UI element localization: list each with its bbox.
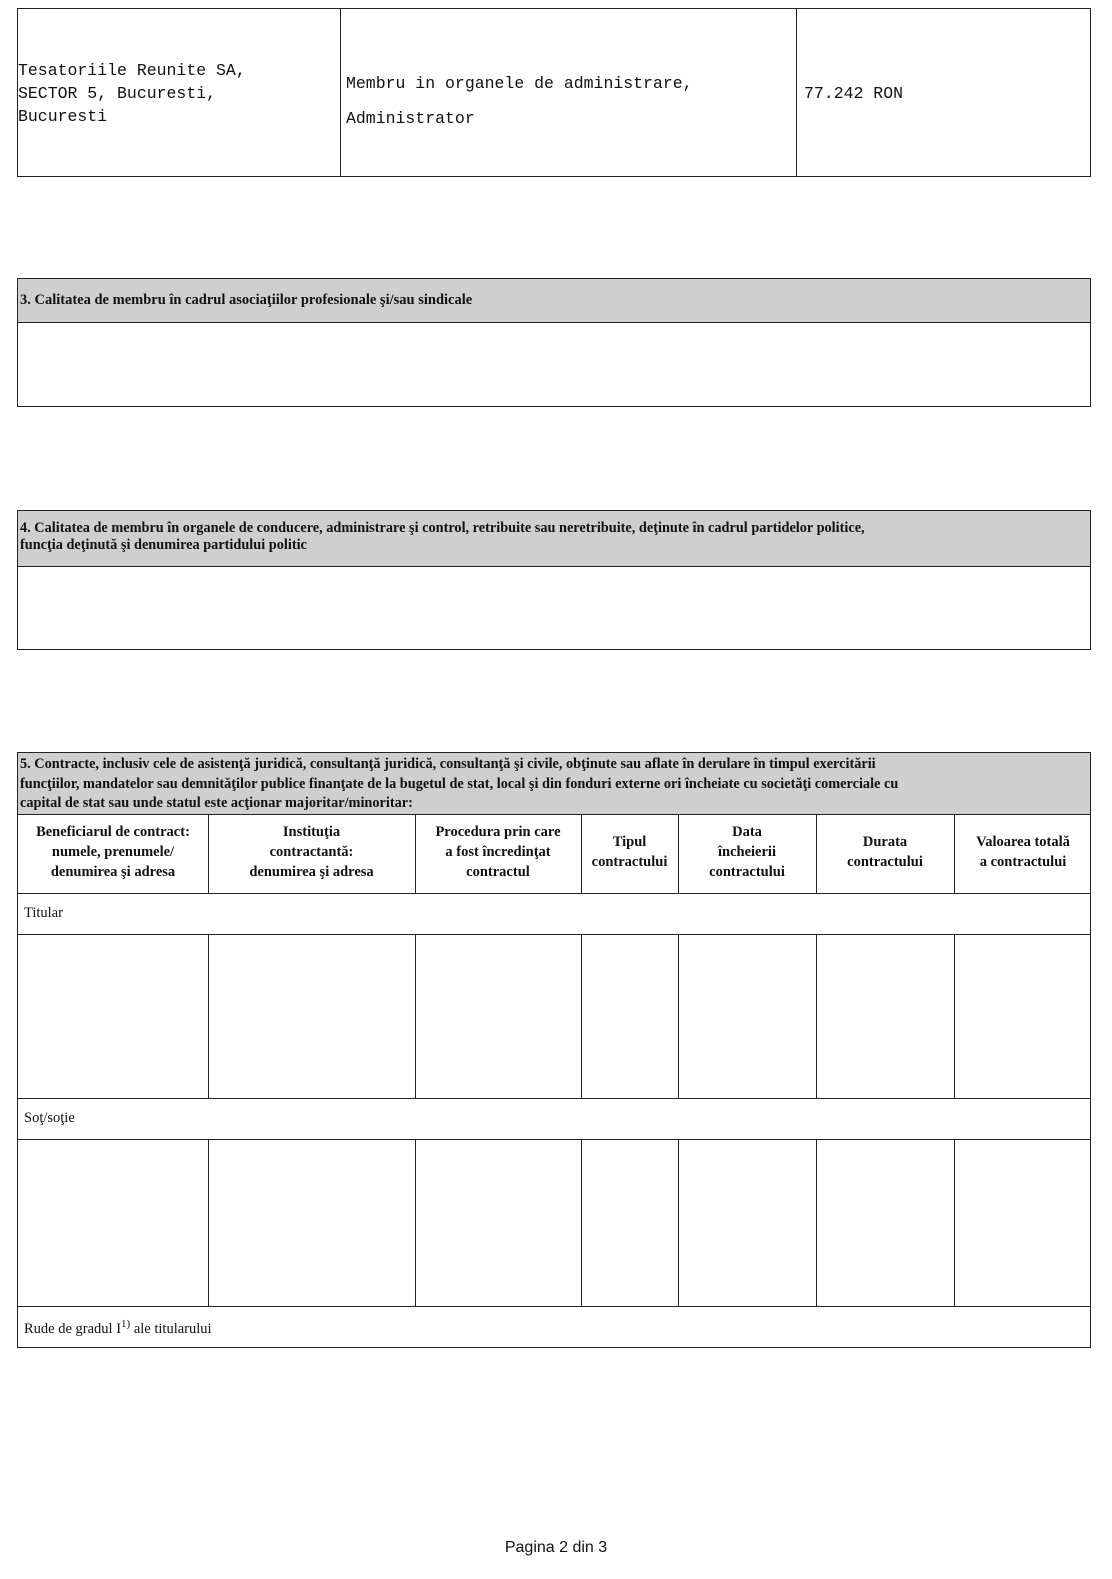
section-4 <box>17 510 1091 650</box>
section-4-title-line: funcţia deţinută şi denumirea partidului politic <box>20 537 307 553</box>
role-line: Administrator <box>346 109 475 128</box>
row-titular-label: Titular <box>24 905 63 921</box>
col-institutia: Instituţia contractantă: denumirea şi adresa <box>249 823 374 880</box>
section-3-title: 3. Calitatea de membru în cadrul asociaţiilor profesionale şi/sau sindicale <box>20 292 473 308</box>
row-sot-label: Soţ/soţie <box>24 1110 75 1126</box>
col-valoarea: Valoarea totală a contractului <box>976 833 1070 870</box>
section-4-header <box>18 511 1090 567</box>
col-beneficiar: Beneficiarul de contract: numele, prenumele/ denumirea şi adresa <box>36 823 190 880</box>
company-line: Tesatoriile Reunite SA, <box>18 61 246 80</box>
row-sot-cells <box>18 1140 1090 1307</box>
section-4-title-line: 4. Calitatea de membru în organele de conducere, administrare şi control, retribuite sau neretribuite, deţinute în cadrul partidelor politice, <box>20 520 865 536</box>
section-5 <box>17 752 1091 1348</box>
row-sot <box>18 1099 1090 1140</box>
company-line: Bucuresti <box>18 107 108 126</box>
col-data: Data încheierii contractului <box>709 823 785 880</box>
section-5-title-line: 5. Contracte, inclusiv cele de asistenţă juridică, consultanţă juridică, consultanţă şi civile, obţinute sau aflate în derulare în timpul exercitării <box>20 756 876 772</box>
col-durata: Durata contractului <box>847 833 923 870</box>
footnote-marker: 1) <box>121 1318 131 1330</box>
section-5-title-line: funcţiilor, mandatelor sau demnităţilor publice finanţate de la bugetul de stat, local şi din fonduri externe ori încheiate cu societăţi comerciale cu <box>20 775 899 792</box>
column-headers <box>18 815 1090 894</box>
role-line: Membru in organele de administrare, <box>346 74 693 93</box>
row-rude <box>18 1307 1090 1347</box>
row-titular-cells <box>18 935 1090 1099</box>
section-5-header <box>18 753 1090 815</box>
section-5-title-line: capital de stat sau unde statul este acţionar majoritar/minoritar: <box>20 795 413 811</box>
page-number: Pagina 2 din 3 <box>504 1539 608 1556</box>
section-3 <box>17 278 1091 407</box>
role-cell <box>346 66 786 136</box>
row-rude-label: Rude de gradul $I^{1)}$ ale titularului <box>24 1318 212 1337</box>
amount-cell: 77.242 RON <box>804 84 904 103</box>
col-tipul: Tipul contractului <box>591 833 668 870</box>
section-4-title <box>20 520 865 554</box>
col-procedura: Procedura prin care a fost încredinţat contractul <box>435 823 561 880</box>
top-table <box>17 8 1091 177</box>
row-titular <box>18 894 1090 935</box>
section-3-header <box>18 279 1090 323</box>
section-5-title <box>20 755 898 814</box>
company-cell <box>18 59 338 128</box>
company-line: SECTOR 5, Bucuresti, <box>18 84 217 103</box>
